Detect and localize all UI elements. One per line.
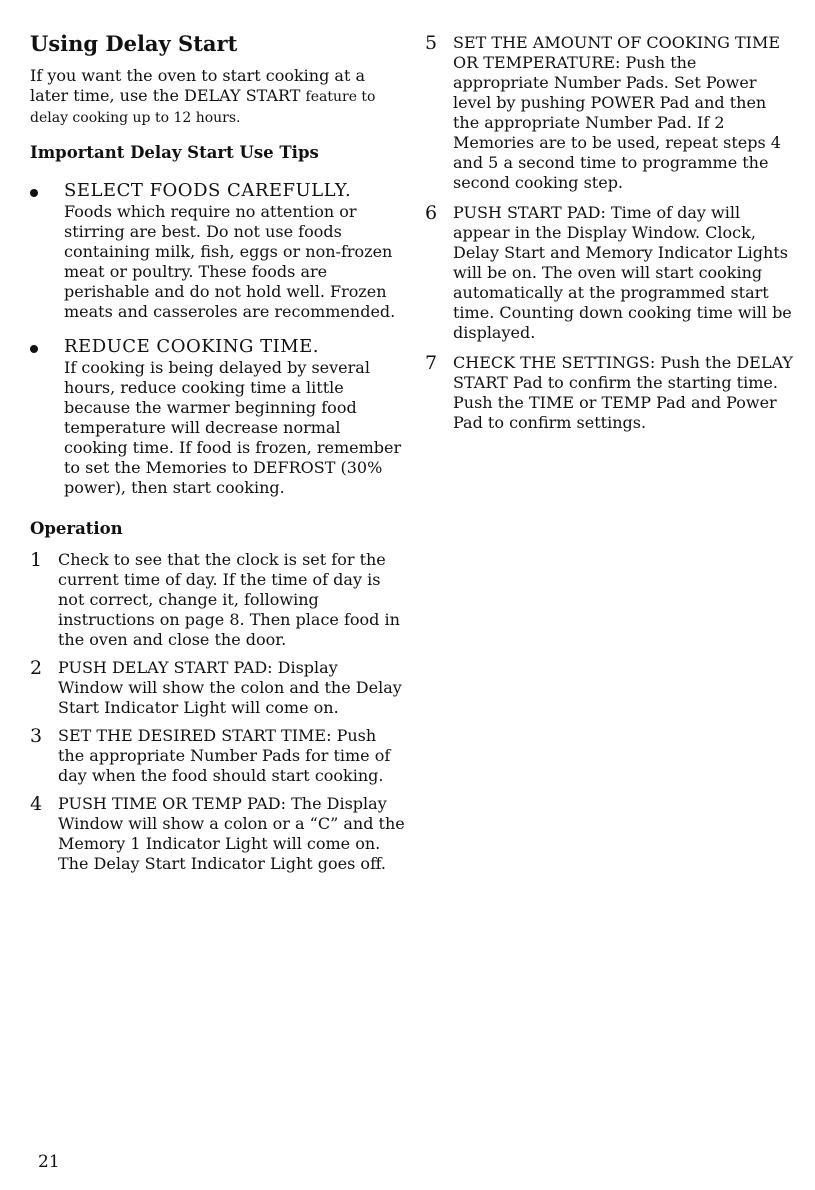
tips-heading: Important Delay Start Use Tips [30, 143, 319, 162]
step-item [425, 203, 795, 343]
step-number: 6 [425, 202, 438, 224]
left-column [30, 30, 405, 882]
tip-item [30, 180, 405, 322]
tip-heading: REDUCE COOKING TIME. [64, 336, 320, 357]
bullet-icon [30, 189, 38, 197]
step-text: SET THE DESIRED START TIME: Push the appropriate Number Pads for time of day when the food should start cooking. [58, 726, 391, 785]
step-item [425, 353, 795, 433]
step-text: Check to see that the clock is set for the current time of day. If the time of day is not correct, change it, following instructions on page 8. Then place food in the oven and close the door. [58, 550, 400, 649]
step-text: SET THE AMOUNT OF COOKING TIME OR TEMPERATURE: Push the appropriate Number Pads. Set Power level by pushing POWER Pad and then the appropriate Number Pad. If 2 Memories are to be used, repeat steps 4 and 5 a second time to programme the second cooking step. [453, 33, 781, 192]
step-number: 3 [30, 725, 43, 747]
step-item [30, 550, 405, 650]
step-item [30, 794, 405, 874]
step-number: 7 [425, 352, 438, 374]
page-title: Using Delay Start [30, 31, 238, 56]
step-number: 2 [30, 657, 43, 679]
step-text: PUSH START PAD: Time of day will appear in the Display Window. Clock, Delay Start and Memory Indicator Lights will be on. The oven will start cooking automatically at the programmed start time. Counting down cooking time will be displayed. [453, 203, 792, 342]
right-column [425, 33, 795, 443]
step-item [30, 658, 405, 718]
operation-heading: Operation [30, 519, 123, 538]
step-text: PUSH TIME OR TEMP PAD: The Display Window will show a colon or a “C” and the Memory 1 Indicator Light will come on. The Delay Start Indicator Light goes off. [58, 794, 405, 873]
step-text: CHECK THE SETTINGS: Push the DELAY START Pad to confirm the starting time. Push the TIME or TEMP Pad and Power Pad to confirm settings. [453, 353, 793, 432]
intro-small-text: feature to delay cooking up to 12 hours. [30, 89, 376, 126]
intro-paragraph [30, 66, 405, 128]
intro-main-text: If you want the oven to start cooking at a later time, use the DELAY START [30, 66, 366, 105]
step-text: PUSH DELAY START PAD: Display Window will show the colon and the Delay Start Indicator Light will come on. [58, 658, 402, 717]
tip-heading: SELECT FOODS CAREFULLY. [64, 180, 352, 201]
page-number: 21 [38, 1152, 60, 1172]
step-item [425, 33, 795, 193]
tip-body: If cooking is being delayed by several hours, reduce cooking time a little because the warmer beginning food temperature will decrease normal cooking time. If food is frozen, remember to set the Memories to DEFROST (30% power), then start cooking. [64, 358, 402, 497]
step-number: 4 [30, 793, 43, 815]
bullet-icon [30, 345, 38, 353]
step-item [30, 726, 405, 786]
tip-body: Foods which require no attention or stirring are best. Do not use foods containing milk, fish, eggs or non-frozen meat or poultry. These foods are perishable and do not hold well. Frozen meats and casseroles are recommended. [64, 202, 396, 321]
tip-item [30, 336, 405, 498]
step-number: 1 [30, 549, 43, 571]
step-number: 5 [425, 32, 438, 54]
